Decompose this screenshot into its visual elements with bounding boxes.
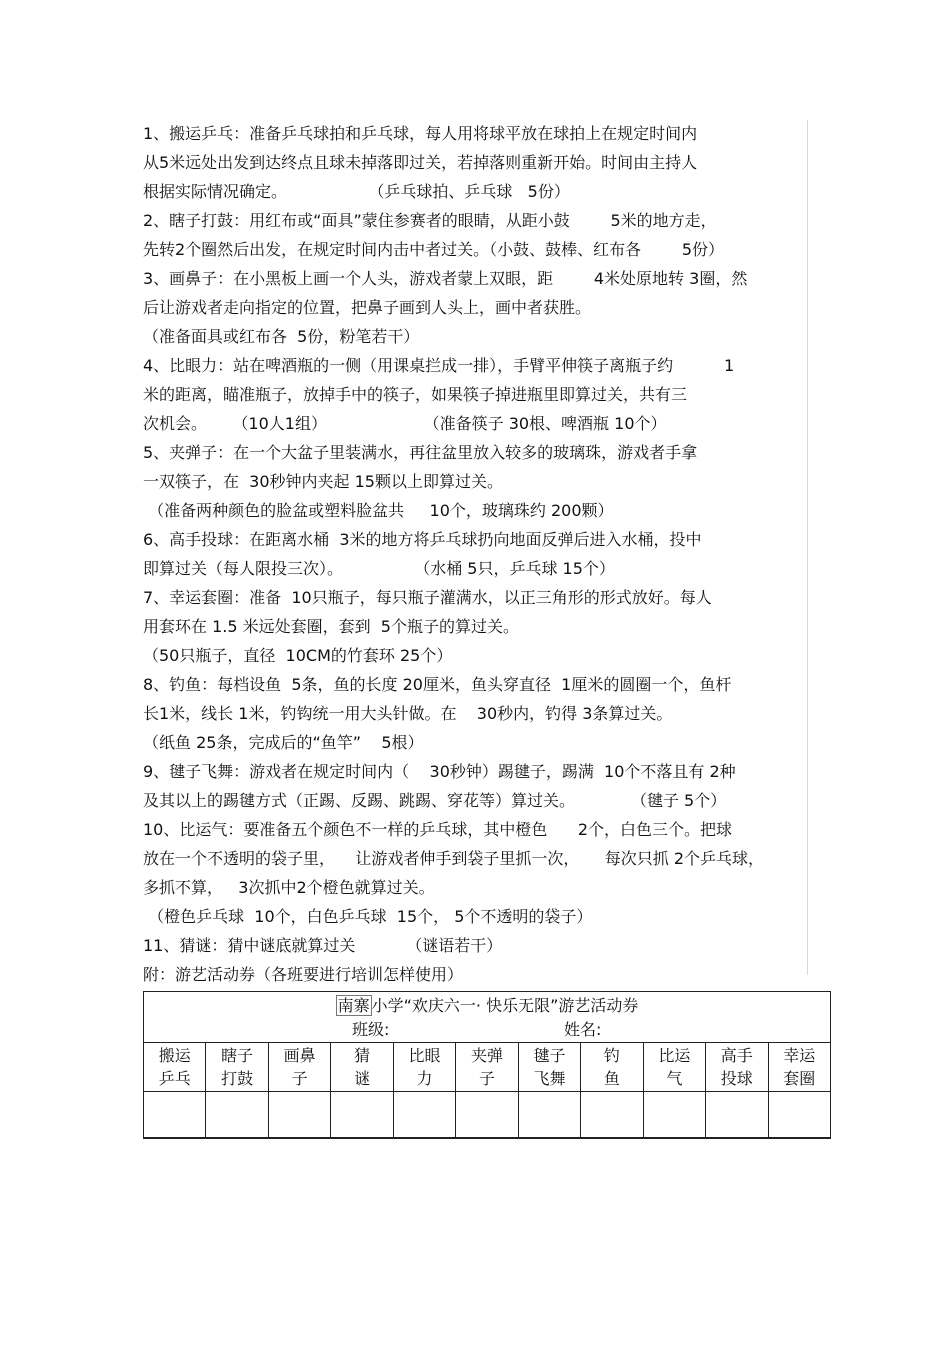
rule-line: 8、钓鱼：每档设鱼 5条，鱼的长度 20厘米，鱼头穿直径 1厘米的圆圈一个，鱼杆 — [143, 675, 732, 694]
activity-rules — [143, 120, 808, 984]
stamp-cell — [456, 1092, 518, 1139]
stamp-cell — [518, 1092, 580, 1139]
rule-line: 11、猜谜：猜中谜底就算过关 （谜语若干） — [143, 936, 503, 955]
rule-line: 放在一个不透明的袋子里， 让游戏者伸手到袋子里抓一次， 每次只抓 2个乒乓球， — [143, 849, 765, 868]
coupon-fields — [144, 1018, 830, 1042]
rule-line: 及其以上的踢毽方式（正踢、反踢、跳踢、穿花等）算过关。 （毽子 5个） — [143, 791, 727, 810]
rule-line: （准备面具或红布各 5份，粉笔若干） — [143, 327, 420, 346]
rule-line: 先转2个圈然后出发，在规定时间内击中者过关。（小鼓、鼓棒、红布各 5份） — [143, 240, 725, 259]
rule-line: 2、瞎子打鼓：用红布或“面具”蒙住参赛者的眼睛，从距小鼓 5米的地方走， — [143, 211, 717, 230]
rule-line: 根据实际情况确定。 （乒乓球拍、乒乓球 5份） — [143, 182, 570, 201]
name-label: 姓名: — [564, 1020, 602, 1039]
rule-line: 长1米，线长 1米，钓钩统一用大头针做。在 30秒内，钓得 3条算过关。 — [143, 704, 673, 723]
stamp-cell — [643, 1092, 705, 1139]
rule-line: 1、搬运乒乓：准备乒乓球拍和乒乓球，每人用将球平放在球拍上在规定时间内 — [143, 124, 698, 143]
rule-line: 从5米远处出发到达终点且球未掉落即过关，若掉落则重新开始。时间由主持人 — [143, 153, 698, 172]
column-header: 画鼻 子 — [268, 1043, 330, 1092]
coupon-title-school: 南寨 — [337, 996, 370, 1015]
stamp-cell — [268, 1092, 330, 1139]
rule-line: 附：游艺活动券（各班要进行培训怎样使用） — [143, 965, 464, 984]
rule-line: 9、毽子飞舞：游戏者在规定时间内（ 30秒钟）踢毽子，踢满 10个不落且有 2种 — [143, 762, 736, 781]
class-label: 班级: — [352, 1020, 390, 1039]
rule-line: 3、画鼻子：在小黑板上画一个人头，游戏者蒙上双眼，距 4米处原地转 3圈，然 — [143, 269, 748, 288]
rule-line: 10、比运气：要准备五个颜色不一样的乒乓球，其中橙色 2个，白色三个。把球 — [143, 820, 733, 839]
column-header: 幸运 套圈 — [768, 1043, 830, 1092]
rule-line: 6、高手投球：在距离水桶 3米的地方将乒乓球扔向地面反弹后进入水桶，投中 — [143, 530, 702, 549]
rule-line: 米的距离，瞄准瓶子，放掉手中的筷子，如果筷子掉进瓶里即算过关，共有三 — [143, 385, 688, 404]
stamp-cell — [206, 1092, 268, 1139]
rule-line: 后让游戏者走向指定的位置，把鼻子画到人头上，画中者获胜。 — [143, 298, 592, 317]
stamp-cell — [768, 1092, 830, 1139]
coupon-table — [143, 1042, 831, 1139]
rule-line: 次机会。 （10人1组） （准备筷子 30根、啤酒瓶 10个） — [143, 414, 667, 433]
column-header: 夹弹 子 — [456, 1043, 518, 1092]
rule-line: 用套环在 1.5 米远处套圈，套到 5个瓶子的算过关。 — [143, 617, 519, 636]
rule-line: 一双筷子，在 30秒钟内夹起 15颗以上即算过关。 — [143, 472, 503, 491]
column-header: 瞎子 打鼓 — [206, 1043, 268, 1092]
column-header: 搬运 乒乓 — [144, 1043, 206, 1092]
stamp-cell — [393, 1092, 455, 1139]
rule-line: 5、夹弹子：在一个大盆子里装满水，再往盆里放入较多的玻璃珠，游戏者手拿 — [143, 443, 698, 462]
rule-line: （橙色乒乓球 10个，白色乒乓球 15个， 5个不透明的袋子） — [143, 907, 593, 926]
rule-line: （准备两种颜色的脸盆或塑料脸盆共 10个，玻璃珠约 200颗） — [143, 501, 614, 520]
rule-line: （50只瓶子，直径 10CM的竹套环 25个） — [143, 646, 453, 665]
stamp-cell — [706, 1092, 768, 1139]
column-header: 钓 鱼 — [581, 1043, 643, 1092]
stamp-cell — [581, 1092, 643, 1139]
coupon-title-text: 小学“欢庆六一· 快乐无限”游艺活动券 — [371, 996, 639, 1015]
column-header: 猜 谜 — [331, 1043, 393, 1092]
coupon-header-row — [144, 1043, 831, 1092]
activity-coupon — [143, 991, 831, 1138]
rule-line: 7、幸运套圈：准备 10只瓶子，每只瓶子灌满水，以正三角形的形式放好。每人 — [143, 588, 712, 607]
stamp-cell — [331, 1092, 393, 1139]
rule-line: 即算过关（每人限投三次）。 （水桶 5只，乒乓球 15个） — [143, 559, 615, 578]
column-header: 比运 气 — [643, 1043, 705, 1092]
rule-line: 多抓不算， 3次抓中2个橙色就算过关。 — [143, 878, 435, 897]
column-header: 比眼 力 — [393, 1043, 455, 1092]
rule-line: 4、比眼力：站在啤酒瓶的一侧（用课桌拦成一排），手臂平伸筷子离瓶子约 1 — [143, 356, 735, 375]
coupon-stamp-row — [144, 1092, 831, 1139]
rule-line: （纸鱼 25条，完成后的“鱼竿” 5根） — [143, 733, 424, 752]
column-header: 高手 投球 — [706, 1043, 768, 1092]
column-header: 毽子 飞舞 — [518, 1043, 580, 1092]
coupon-title — [144, 994, 830, 1018]
stamp-cell — [144, 1092, 206, 1139]
